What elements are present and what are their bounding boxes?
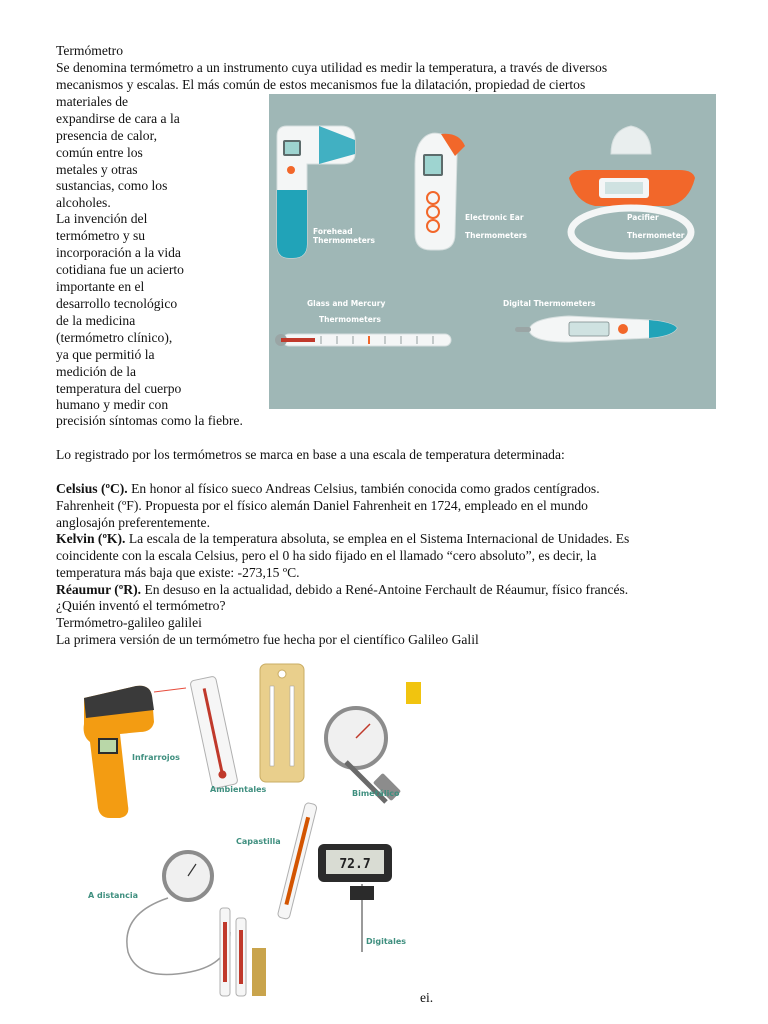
celsius-line <box>56 481 600 498</box>
capastilla-label: Capastilla <box>236 837 281 846</box>
ambientales-label: Ambientales <box>210 785 267 794</box>
wrap-line: alcoholes. <box>56 195 111 210</box>
glass-mercury-thermometer-icon <box>275 334 451 346</box>
wrap-line: importante en el <box>56 279 145 294</box>
probe-display: 72.7 <box>339 857 371 872</box>
pacifier-label-1: Pacifier <box>627 213 659 222</box>
kelvin-desc: La escala de la temperatura absoluta, se emplea en el Sistema Internacional de Unidades. Es <box>125 531 630 546</box>
kelvin-line-3: temperatura más baja que existe: -273,15 ºC. <box>56 565 300 580</box>
wrap-line: sustancias, como los <box>56 178 168 193</box>
thermometer-varieties-illustration <box>80 652 421 1000</box>
footer-text: ei. <box>420 990 434 1005</box>
question: ¿Quién inventó el termómetro? <box>56 598 226 613</box>
wrap-line: expandirse de cara a la <box>56 111 180 126</box>
digitales-label: Digitales <box>366 937 407 946</box>
pacifier-label-2: Thermometer <box>627 231 685 240</box>
distancia-label: A distancia <box>88 891 139 900</box>
digital-stick-thermometer-icon <box>515 316 677 342</box>
bimetallic-thermometer-icon <box>326 708 401 802</box>
forehead-label-1: Forehead <box>313 227 353 236</box>
capastilla-thermometer-icon <box>277 802 317 919</box>
wrap-line: medición de la <box>56 364 137 379</box>
rod-thermometers-icon <box>220 908 266 996</box>
wrap-line: humano y medir con <box>56 397 169 412</box>
celsius-desc: En honor al físico sueco Andreas Celsius, también conocida como grados centígrados. <box>127 481 600 496</box>
forehead-label-2: Thermometers <box>313 236 375 245</box>
wrap-line: metales y otras <box>56 162 138 177</box>
fahrenheit-line-1: Fahrenheit (ºF). Propuesta por el físico alemán Daniel Fahrenheit en 1724, empleado en el mundo <box>56 498 588 513</box>
wrap-line: precisión síntomas como la fiebre. <box>56 413 243 428</box>
galileo-text: La primera versión de un termómetro fue hecha por el científico Galileo Galil <box>56 632 479 647</box>
intro-line-1: Se denomina termómetro a un instrumento cuya utilidad es medir la temperatura, a través de diversos <box>56 60 608 75</box>
kelvin-line-1 <box>56 531 629 548</box>
thermometer-types-image <box>269 94 716 409</box>
wrap-line: temperatura del cuerpo <box>56 381 182 396</box>
ear-thermometer-icon <box>415 133 465 250</box>
scale-intro: Lo registrado por los termómetros se marca en base a una escala de temperatura determinada: <box>56 447 565 462</box>
wrap-line: termómetro y su <box>56 228 146 243</box>
yellow-edge-shape <box>406 682 421 704</box>
bimetalico-label: Bimetálico <box>352 789 400 798</box>
thermometer-types-illustration <box>269 94 716 409</box>
digital-label: Digital Thermometers <box>503 299 596 308</box>
kelvin-term: Kelvin (ºK). <box>56 531 126 546</box>
wrap-line: común entre los <box>56 145 143 160</box>
wrap-line: La invención del <box>56 211 148 226</box>
wrap-line: materiales de <box>56 94 129 109</box>
wrap-line: presencia de calor, <box>56 128 157 143</box>
reaumur-line <box>56 582 628 599</box>
doc-title: Termómetro <box>56 43 123 58</box>
reaumur-term: Réaumur (ºR). <box>56 582 142 597</box>
minmax-thermometer-icon <box>260 664 304 782</box>
glass-label-1: Glass and Mercury <box>307 299 386 308</box>
thermometer-varieties-image <box>80 652 421 1000</box>
wrap-line: de la medicina <box>56 313 136 328</box>
celsius-term: Celsius (ºC). <box>56 481 128 496</box>
wrap-line: cotidiana fue un acierto <box>56 262 184 277</box>
ear-label-1: Electronic Ear <box>465 213 524 222</box>
ambient-thermometer-icon <box>190 676 238 789</box>
wrap-line: desarrollo tecnológico <box>56 296 178 311</box>
glass-label-2: Thermometers <box>319 315 381 324</box>
infrarrojos-label: Infrarrojos <box>132 753 180 762</box>
galileo-heading: Termómetro-galileo galilei <box>56 615 202 630</box>
digital-probe-thermometer-icon <box>318 844 392 952</box>
intro-line-2: mecanismos y escalas. El más común de estos mecanismos fue la dilatación, propiedad de ciertos <box>56 77 586 92</box>
remote-thermometer-icon <box>127 852 230 975</box>
wrap-line: incorporación a la vida <box>56 245 181 260</box>
infrared-thermometer-icon <box>84 686 186 818</box>
fahrenheit-line-2: anglosajón preferentemente. <box>56 515 210 530</box>
wrap-line: (termómetro clínico), <box>56 330 173 345</box>
wrap-line: ya que permitió la <box>56 347 155 362</box>
kelvin-line-2: coincidente con la escala Celsius, pero el 0 ha sido fijado en el llamado “cero absoluto”, es decir, la <box>56 548 597 563</box>
reaumur-desc: En desuso en la actualidad, debido a René-Antoine Ferchault de Réaumur, físico francés. <box>141 582 629 597</box>
ear-label-2: Thermometers <box>465 231 527 240</box>
